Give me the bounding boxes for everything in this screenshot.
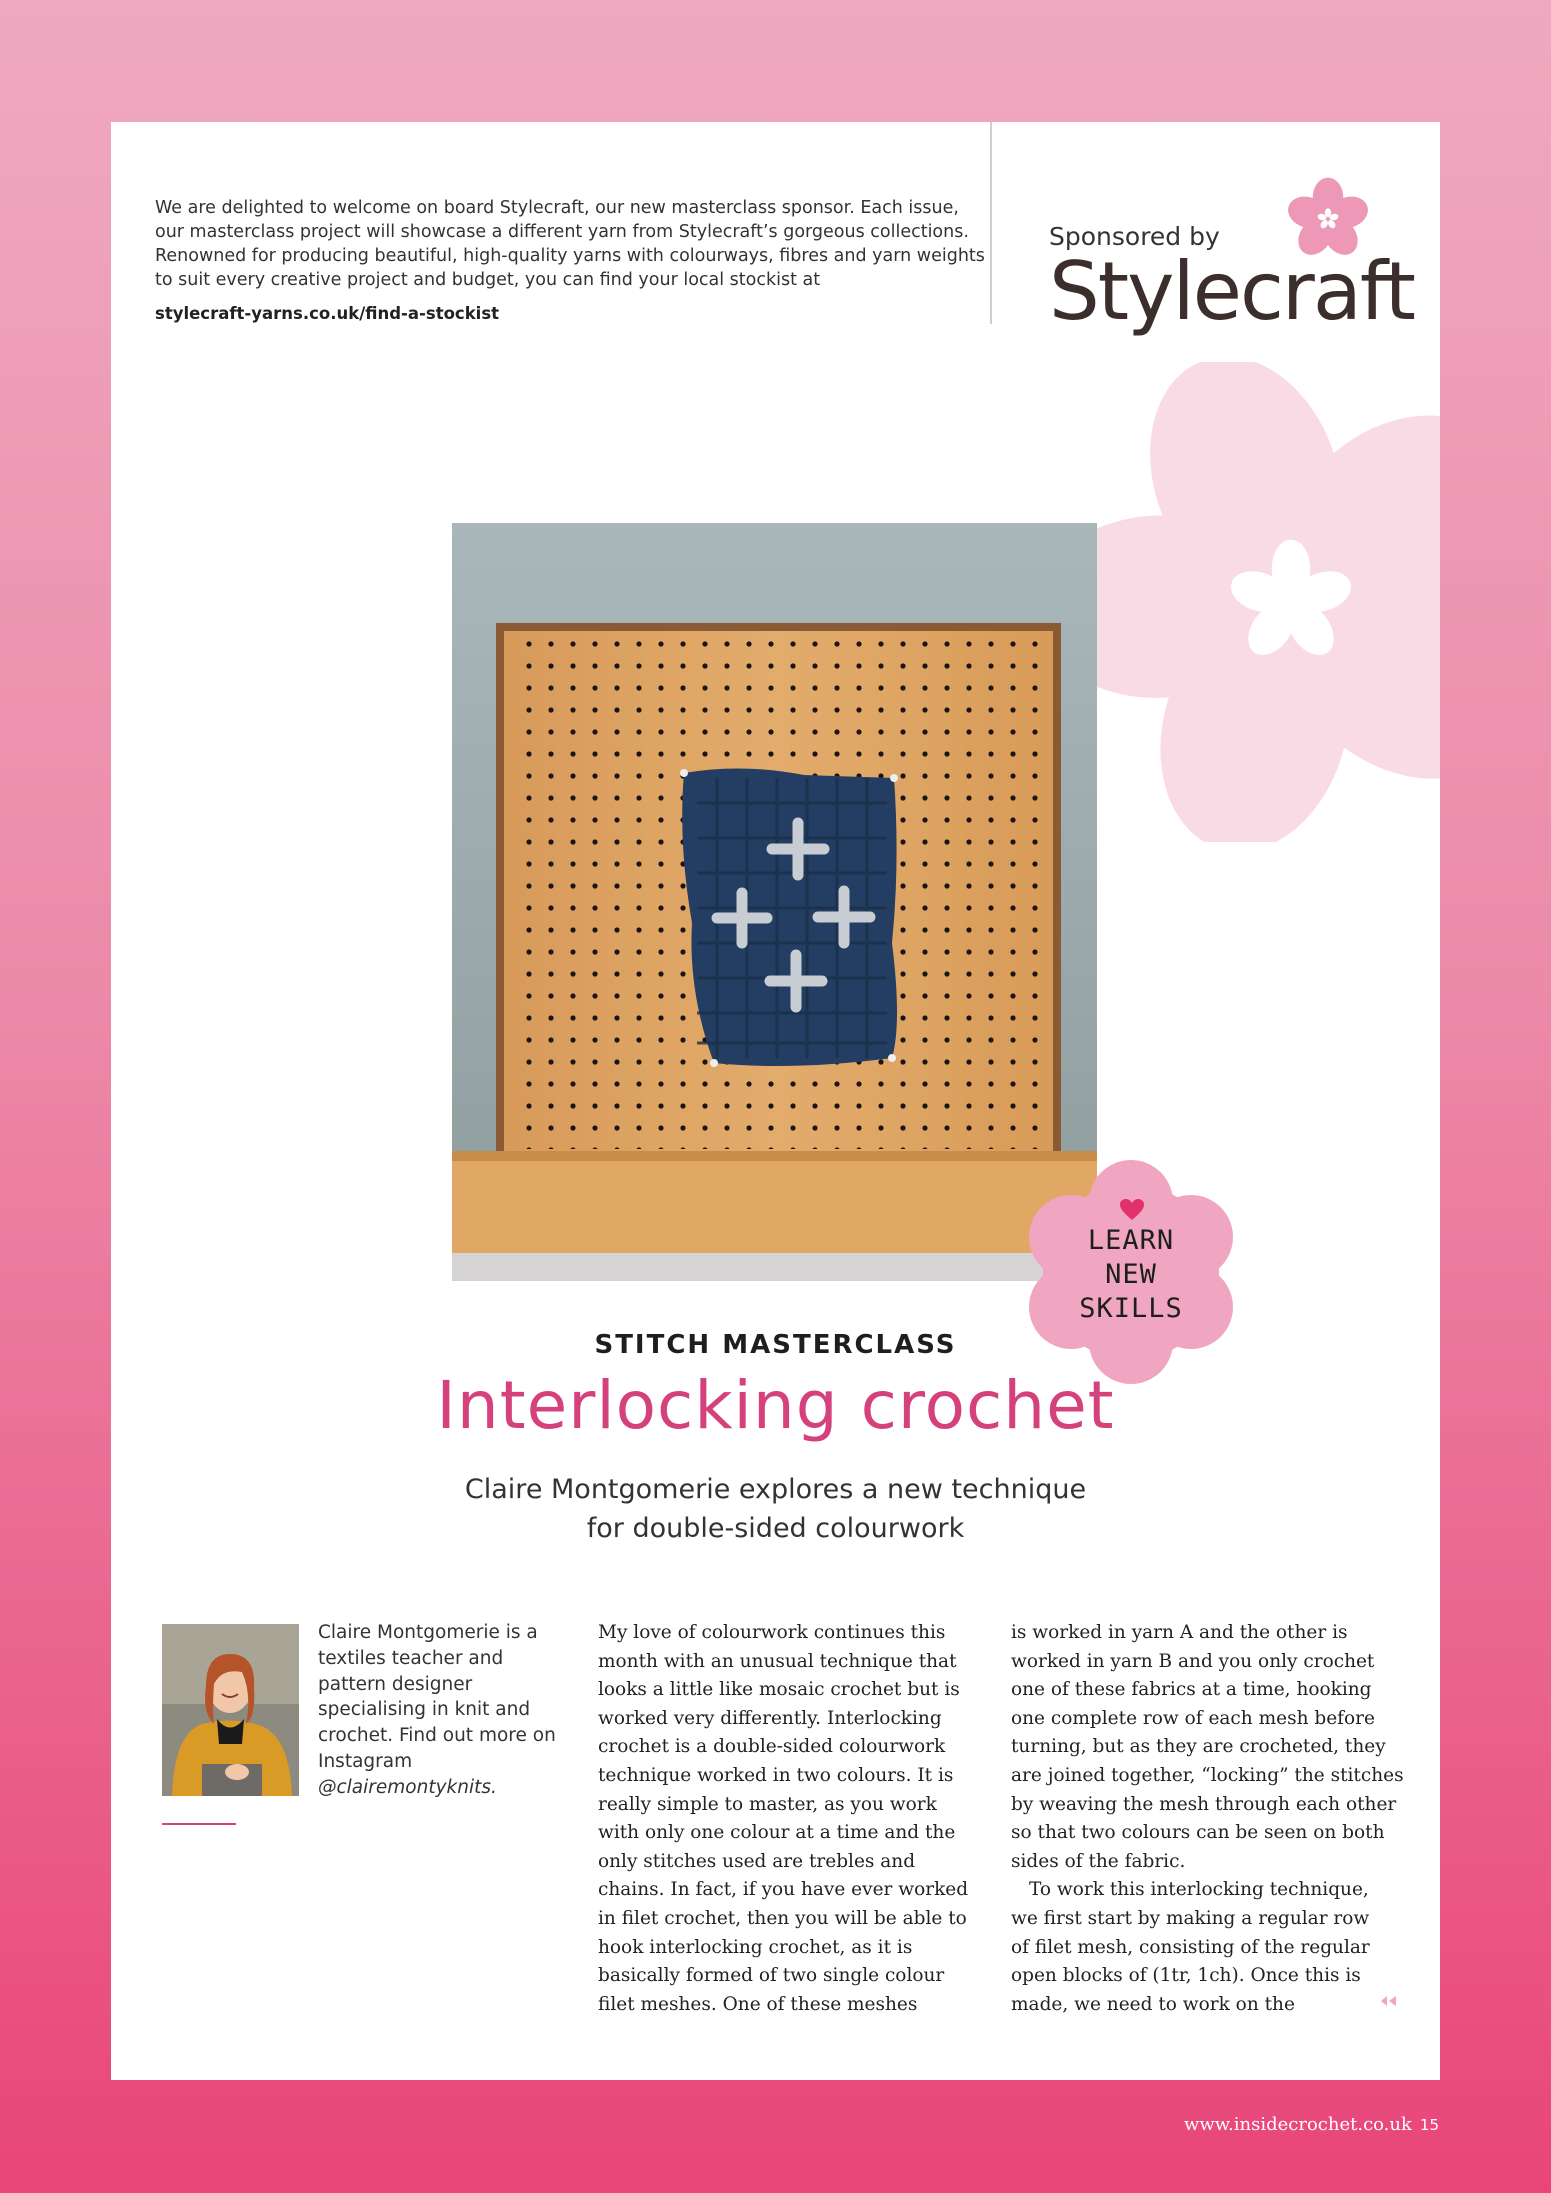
crochet-swatch: [680, 768, 898, 1067]
subtitle-line-2: for double-sided colourwork: [586, 1513, 965, 1544]
magazine-page: [111, 122, 1440, 2080]
footer-url[interactable]: www.insidecrochet.co.uk: [1183, 2114, 1412, 2135]
sponsor-label: Sponsored by: [1049, 222, 1220, 251]
body-column-2: [1011, 1619, 1406, 2019]
author-bio-text: Claire Montgomerie is a textiles teacher and pattern designer specialising in knit and crochet. Find out more on Instagram: [318, 1622, 556, 1772]
intro-text: We are delighted to welcome on board Stylecraft, our new masterclass sponsor. Each issue, our masterclass project will showcase a different yarn from Stylecraft’s gorgeous collections. Renowned for producing beautiful, high-quality yarns with colourways, fibres and yarn weights to suit every creative project and budget, you can find your local stockist at: [155, 198, 985, 290]
body-paragraph-3: To work this interlocking technique, we first start by making a regular row of filet mesh, consisting of the regular open blocks of (1tr, 1ch). Once this is made, we need to work on the: [1011, 1879, 1370, 2015]
author-bio: [318, 1620, 558, 1801]
badge-line-3: SKILLS: [1079, 1293, 1183, 1324]
body-paragraph-1: My love of colourwork continues this month with an unusual technique that looks a little like mosaic crochet but is worked very differently. Interlocking crochet is a double-sided colourwork technique worked in two colours. It is really simple to master, as you work with only one colour at a time and the only stitches used are trebles and chains. In fact, if you have ever worked in filet crochet, then you will be able to hook interlocking crochet, as it is basically formed of two single colour filet meshes. One of these meshes: [598, 1622, 969, 2015]
page-title: Interlocking crochet: [436, 1367, 1115, 1444]
stylecraft-logo: Stylecraft: [1049, 245, 1414, 338]
continue-arrow-icon: [1379, 1993, 1403, 2009]
blocking-board-photo: [452, 523, 1097, 1281]
body-column-1: [598, 1619, 978, 2019]
badge-text: [1011, 1224, 1251, 1326]
author-rule: [162, 1823, 236, 1825]
heart-icon: [1119, 1198, 1145, 1222]
sponsor-block: [1049, 222, 1414, 337]
author-avatar: [162, 1624, 299, 1796]
page-footer: [1184, 2114, 1439, 2135]
badge-line-2: NEW: [1105, 1259, 1157, 1290]
stockist-link[interactable]: stylecraft-yarns.co.uk/find-a-stockist: [155, 304, 500, 323]
author-handle[interactable]: @clairemontyknits.: [318, 1776, 497, 1798]
badge-line-1: LEARN: [1087, 1225, 1175, 1256]
subtitle-line-1: Claire Montgomerie explores a new technique: [464, 1474, 1087, 1505]
body-paragraph-2: is worked in yarn A and the other is worked in yarn B and you only crochet one of these fabrics at a time, hooking one complete row of each mesh before turning, but as they are crocheted, they are joined together, “locking” the stitches by weaving the mesh through each other so that two colours can be seen on both sides of the fabric.: [1011, 1622, 1404, 1872]
decorative-flower-icon: [1051, 362, 1440, 842]
page-subtitle: [111, 1470, 1440, 1548]
sponsor-intro: [155, 196, 990, 326]
page-number: 15: [1419, 2116, 1439, 2134]
vertical-divider: [990, 122, 992, 324]
section-kicker: STITCH MASTERCLASS: [594, 1330, 957, 1360]
